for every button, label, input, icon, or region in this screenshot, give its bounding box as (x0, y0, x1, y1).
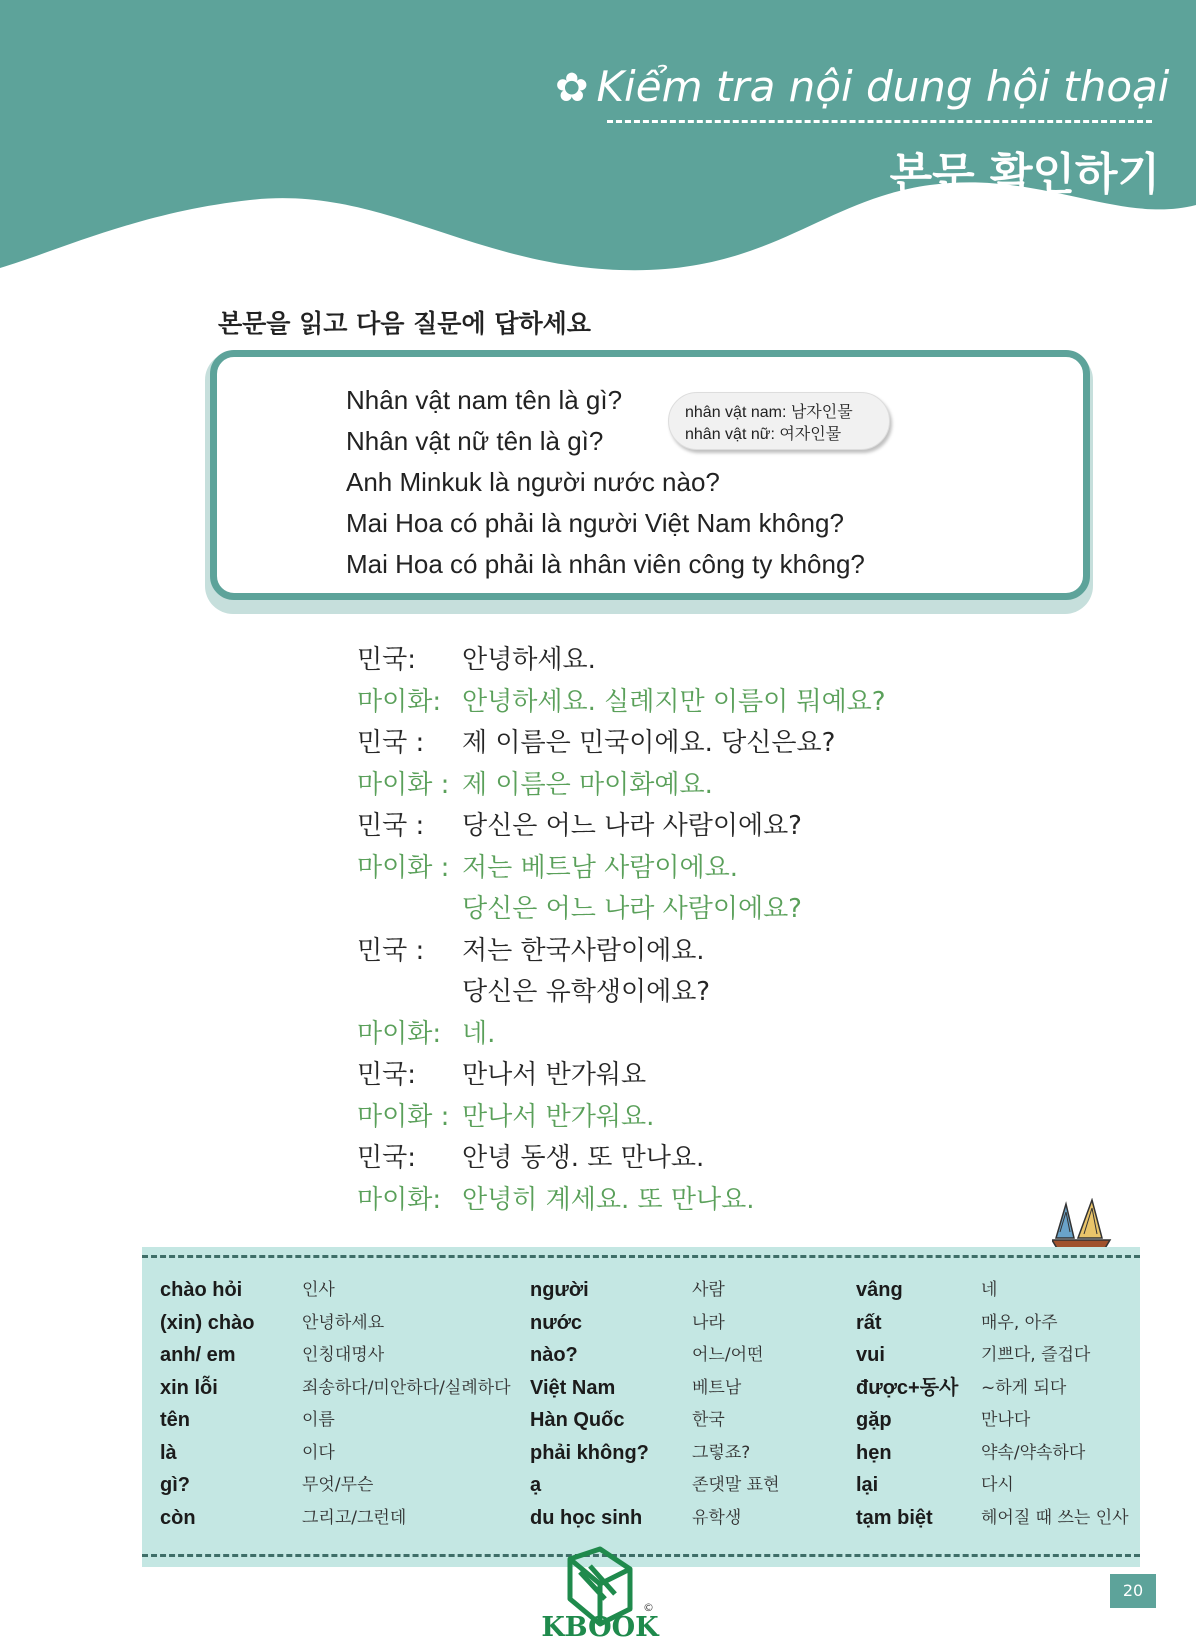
vocab-vietnamese: phải không? (530, 1441, 649, 1464)
dialogue-text: 안녕하세요. 실례지만 이름이 뭐예요? (462, 686, 886, 717)
vocab-vietnamese: Việt Nam (530, 1376, 616, 1399)
vocab-korean: 한국 (692, 1410, 725, 1430)
vocab-korean: 약속/약속하다 (981, 1442, 1086, 1463)
dialogue-text: 안녕히 계세요. 또 만나요. (462, 1184, 755, 1215)
question-item: Mai Hoa có phải là nhân viên công ty không? (346, 549, 865, 579)
dialogue-text: 안녕하세요. (462, 645, 596, 675)
vocab-korean: 나라 (692, 1312, 725, 1333)
speaker-label: 민국: (357, 645, 416, 675)
vocab-korean: ~하게 되다 (981, 1377, 1067, 1398)
vocab-vietnamese: du học sinh (530, 1506, 643, 1529)
vocab-vietnamese: ạ (530, 1474, 542, 1496)
speaker-label: 마이화: (357, 1018, 442, 1049)
dialogue-text: 만나서 반가워요. (462, 1101, 655, 1132)
vocab-vietnamese: còn (160, 1506, 196, 1529)
dialogue-text: 제 이름은 마이화예요. (462, 769, 713, 800)
question-item: Nhân vật nữ tên là gì? (346, 426, 604, 456)
vocab-korean: 안녕하세요 (302, 1312, 385, 1333)
speaker-label: 마이화 : (357, 769, 450, 800)
dialogue-text: 안녕 동생. 또 만나요. (462, 1143, 705, 1173)
speaker-label: 민국 : (357, 935, 425, 966)
speaker-label: 마이화 : (357, 1101, 450, 1132)
speaker-label: 민국 : (357, 811, 425, 841)
vocab-korean: 다시 (981, 1475, 1014, 1495)
vocabulary-divider-top (142, 1255, 1140, 1258)
vocab-vietnamese: nước (530, 1311, 583, 1334)
speaker-label: 마이화: (357, 686, 442, 717)
vocab-vietnamese: vui (856, 1344, 885, 1366)
question-item: Nhân vật nam tên là gì? (346, 385, 623, 415)
speaker-label: 마이화 : (357, 852, 450, 883)
vocab-korean: 그리고/그런데 (302, 1507, 407, 1528)
vocab-vietnamese: lại (856, 1474, 879, 1496)
dialogue-text: 만나서 반가워요 (462, 1060, 647, 1090)
speaker-label: 마이화: (357, 1184, 442, 1215)
header-title-korean: 본문 확인하기 (889, 149, 1160, 200)
copyright-symbol: © (643, 1601, 654, 1614)
vocab-korean: 그렇죠? (692, 1442, 751, 1463)
question-item: Anh Minkuk là người nước nào? (346, 467, 720, 497)
vocab-vietnamese: là (160, 1441, 177, 1464)
vocab-vietnamese: tạm biệt (856, 1506, 933, 1529)
vocab-korean: 기쁘다, 즐겁다 (981, 1345, 1091, 1365)
note-line: nhân vật nữ: 여자인물 (685, 426, 842, 443)
vocab-vietnamese: nào? (530, 1344, 578, 1366)
vocab-korean: 존댓말 표현 (692, 1475, 780, 1495)
header-divider (607, 120, 1152, 123)
vocab-korean: 어느/어떤 (692, 1345, 764, 1365)
header-title-vi-text: Kiểm tra nội dung hội thoại (596, 62, 1170, 111)
vocab-vietnamese: xin lỗi (160, 1376, 218, 1399)
question-item: Mai Hoa có phải là người Việt Nam không? (346, 508, 844, 538)
dialogue-text: 당신은 유학생이에요? (462, 977, 711, 1007)
vocab-korean: 베트남 (692, 1377, 742, 1398)
vocab-korean: 인칭대명사 (302, 1345, 385, 1365)
kbook-logo-text: KBOOK (541, 1612, 659, 1643)
dialogue-text: 네. (462, 1018, 496, 1049)
sailboat-icon (1052, 1198, 1112, 1254)
vocab-vietnamese: được+동사 (856, 1376, 959, 1399)
vocab-korean: 무엇/무슨 (302, 1475, 374, 1495)
speaker-label: 민국 : (357, 728, 425, 758)
vocab-korean: 사람 (692, 1280, 725, 1300)
vocab-vietnamese: anh/ em (160, 1344, 236, 1366)
vocab-korean: 이다 (302, 1442, 335, 1463)
vocab-vietnamese: người (530, 1279, 589, 1301)
vocab-korean: 만나다 (981, 1410, 1031, 1430)
vocab-vietnamese: (xin) chào (160, 1311, 255, 1334)
speaker-label: 민국: (357, 1060, 416, 1090)
vocab-korean: 매우, 아주 (981, 1312, 1058, 1333)
vocab-korean: 헤어질 때 쓰는 인사 (981, 1507, 1129, 1528)
dialogue-text: 저는 한국사람이에요. (462, 935, 705, 966)
speaker-label: 민국: (357, 1143, 416, 1173)
vocab-korean: 유학생 (692, 1507, 742, 1528)
vocab-vietnamese: hẹn (856, 1441, 892, 1464)
page-number: 20 (1110, 1574, 1156, 1608)
vocab-vietnamese: tên (160, 1409, 190, 1431)
vocab-vietnamese: chào hỏi (160, 1279, 243, 1301)
flower-icon: ✿ (555, 65, 589, 111)
vocab-vietnamese: Hàn Quốc (530, 1409, 625, 1431)
vocab-korean: 인사 (302, 1280, 335, 1300)
vocab-note-bubble (668, 392, 890, 450)
dialogue-text: 저는 베트남 사람이에요. (462, 852, 738, 883)
vocab-korean: 네 (981, 1280, 998, 1300)
note-line: nhân vật nam: 남자인물 (685, 404, 853, 421)
vocab-vietnamese: gì? (160, 1474, 190, 1496)
vocab-vietnamese: gặp (856, 1409, 892, 1431)
instruction-text: 본문을 읽고 다음 질문에 답하세요 (218, 309, 591, 338)
header-title-vietnamese (555, 62, 1170, 111)
dialogue-text: 당신은 어느 나라 사람이에요? (462, 894, 802, 924)
dialogue-text: 당신은 어느 나라 사람이에요? (462, 811, 802, 841)
vocab-korean: 이름 (302, 1410, 335, 1430)
vocab-korean: 죄송하다/미안하다/실례하다 (302, 1377, 511, 1398)
vocab-vietnamese: vâng (856, 1279, 903, 1301)
vocab-vietnamese: rất (856, 1311, 882, 1334)
dialogue-text: 제 이름은 민국이에요. 당신은요? (462, 728, 836, 758)
